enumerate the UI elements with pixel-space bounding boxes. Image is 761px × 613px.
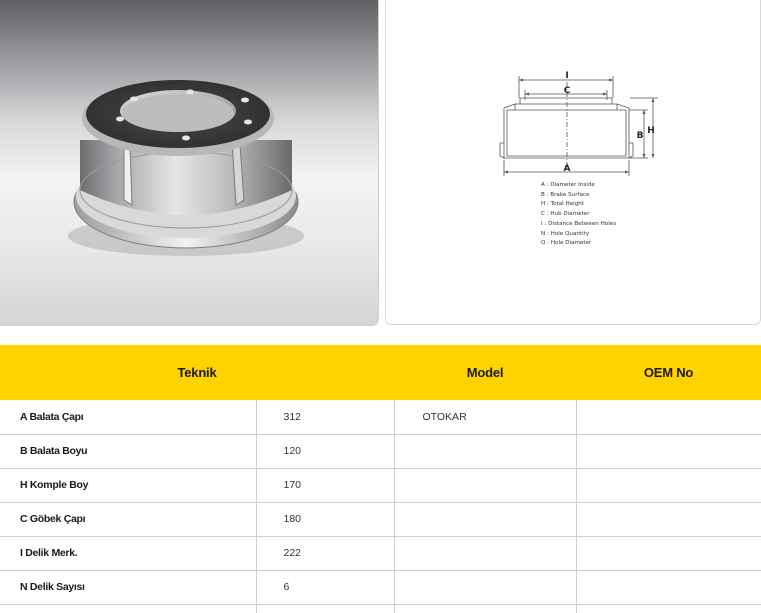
product-photo-panel: [0, 0, 378, 325]
row-label: B Balata Boyu: [0, 434, 256, 468]
table-row-partial: [0, 604, 761, 613]
row-label: N Delik Sayısı: [0, 570, 256, 604]
dim-label-i: I: [565, 71, 569, 81]
table-row: [0, 502, 761, 536]
row-label: [0, 604, 256, 613]
legend-item: Q : Hole Diameter: [541, 240, 592, 247]
header-teknik: Teknik: [0, 345, 394, 400]
row-value: 312: [256, 400, 394, 434]
legend-item: C : Hub Diameter: [541, 211, 590, 218]
dim-label-b: B: [636, 131, 644, 141]
table-row: [0, 468, 761, 502]
row-model: [394, 570, 576, 604]
row-model: [394, 502, 576, 536]
row-label: I Delik Merk.: [0, 536, 256, 570]
row-label: H Komple Boy: [0, 468, 256, 502]
row-value: 180: [256, 502, 394, 536]
header-model: Model: [394, 345, 576, 400]
row-value: [256, 604, 394, 613]
legend-item: A : Diameter Inside: [541, 182, 595, 188]
row-model: [394, 536, 576, 570]
legend-item: H : Total Height: [541, 201, 584, 208]
dim-label-a: A: [563, 164, 571, 174]
row-label: C Göbek Çapı: [0, 502, 256, 536]
dim-label-h: H: [647, 126, 655, 136]
diagram-legend: [541, 181, 616, 249]
row-oem: [576, 434, 761, 468]
table-row: [0, 400, 761, 434]
row-value: 120: [256, 434, 394, 468]
row-value: 222: [256, 536, 394, 570]
row-oem: [576, 468, 761, 502]
row-label: A Balata Çapı: [0, 400, 256, 434]
legend-item: N : Hole Quantity: [541, 230, 590, 237]
table-row: [0, 434, 761, 468]
brake-drum-image: [0, 0, 378, 325]
spec-table: [0, 345, 761, 613]
technical-diagram-panel: [385, 0, 761, 325]
table-row: [0, 570, 761, 604]
row-model: [394, 434, 576, 468]
row-model: [394, 468, 576, 502]
row-value: 6: [256, 570, 394, 604]
row-oem: [576, 502, 761, 536]
table-row: [0, 536, 761, 570]
row-oem: [576, 604, 761, 613]
legend-item: B : Brake Surface: [541, 191, 590, 198]
row-model: OTOKAR: [394, 400, 576, 434]
row-oem: [576, 400, 761, 434]
row-oem: [576, 570, 761, 604]
row-model: [394, 604, 576, 613]
legend-item: I : Distance Between Holes: [541, 220, 617, 227]
brake-drum-drawing: [386, 0, 761, 325]
table-header-row: [0, 345, 761, 400]
row-oem: [576, 536, 761, 570]
dim-label-c: C: [563, 86, 571, 96]
header-oem: OEM No: [576, 345, 761, 400]
row-value: 170: [256, 468, 394, 502]
